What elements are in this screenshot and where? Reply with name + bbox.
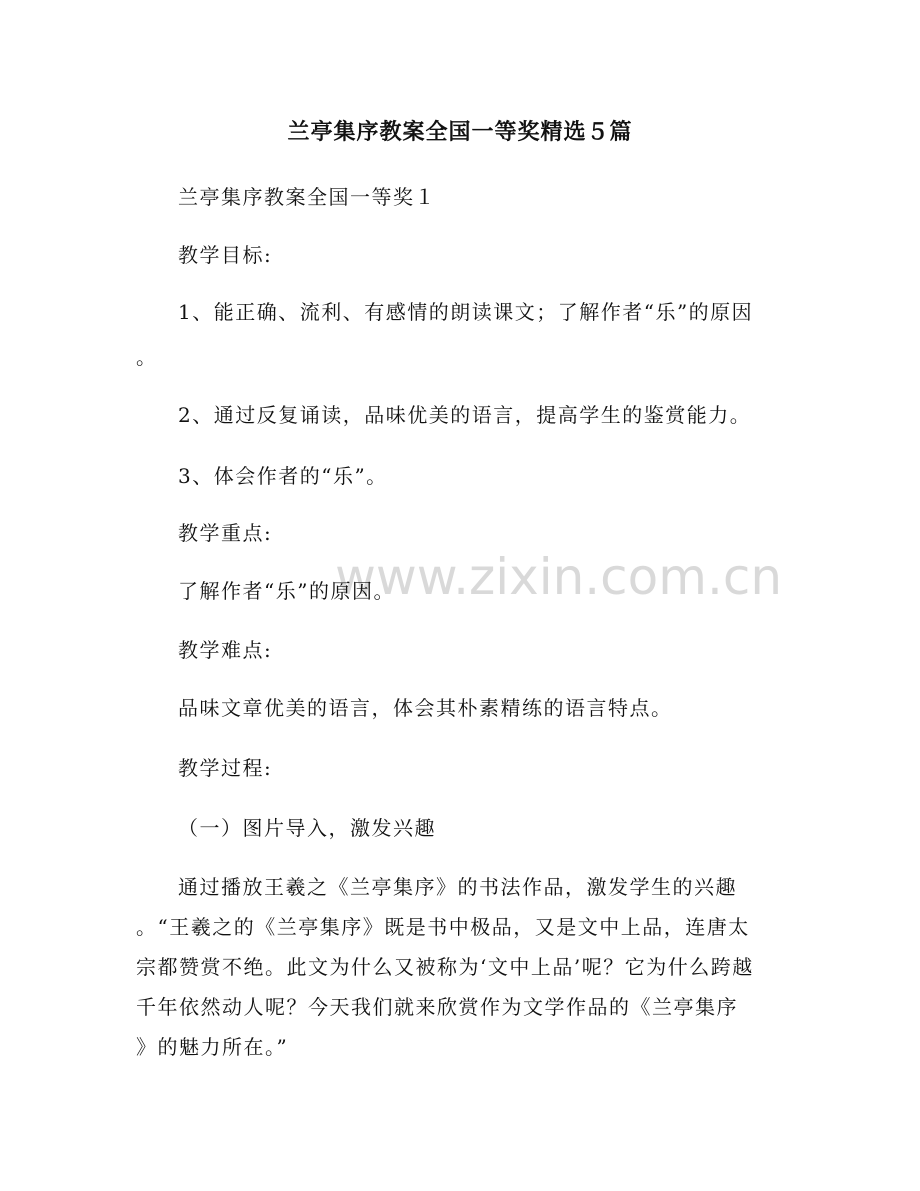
- objective-1-line-1: 1、能正确、流利、有感情的朗读课文；了解作者“乐”的原因: [178, 300, 754, 324]
- paragraph-line: 》的魅力所在。”: [136, 1035, 289, 1059]
- watermark: www.zixin.com.cn: [335, 548, 783, 606]
- objective-1-line-2: 。: [136, 345, 158, 369]
- key-points-label: 教学重点:: [178, 521, 273, 545]
- key-points-text: 了解作者“乐”的原因。: [178, 579, 395, 603]
- section-heading: 兰亭集序教案全国一等奖１: [178, 185, 436, 209]
- paragraph-line: 通过播放王羲之《兰亭集序》的书法作品，激发学生的兴趣: [178, 875, 737, 899]
- difficulty-text: 品味文章优美的语言，体会其朴素精练的语言特点。: [178, 696, 673, 720]
- objective-3: 3、体会作者的“乐”。: [178, 464, 388, 488]
- objectives-label: 教学目标:: [178, 243, 273, 267]
- difficulty-label: 教学难点:: [178, 638, 273, 662]
- paragraph-line: 宗都赞赏不绝。此文为什么又被称为‘文中上品’呢？它为什么跨越: [136, 955, 754, 979]
- objective-2: 2、通过反复诵读，品味优美的语言，提高学生的鉴赏能力。: [178, 403, 752, 427]
- step-1-heading: （一）图片导入，激发兴趣: [178, 816, 436, 840]
- paragraph-line: 千年依然动人呢？今天我们就来欣赏作为文学作品的《兰亭集序: [136, 995, 738, 1019]
- document-title: 兰亭集序教案全国一等奖精选５篇: [287, 120, 633, 145]
- process-label: 教学过程:: [178, 756, 273, 780]
- paragraph-line: 。“王羲之的《兰亭集序》既是书中极品，又是文中上品，连唐太: [136, 915, 750, 939]
